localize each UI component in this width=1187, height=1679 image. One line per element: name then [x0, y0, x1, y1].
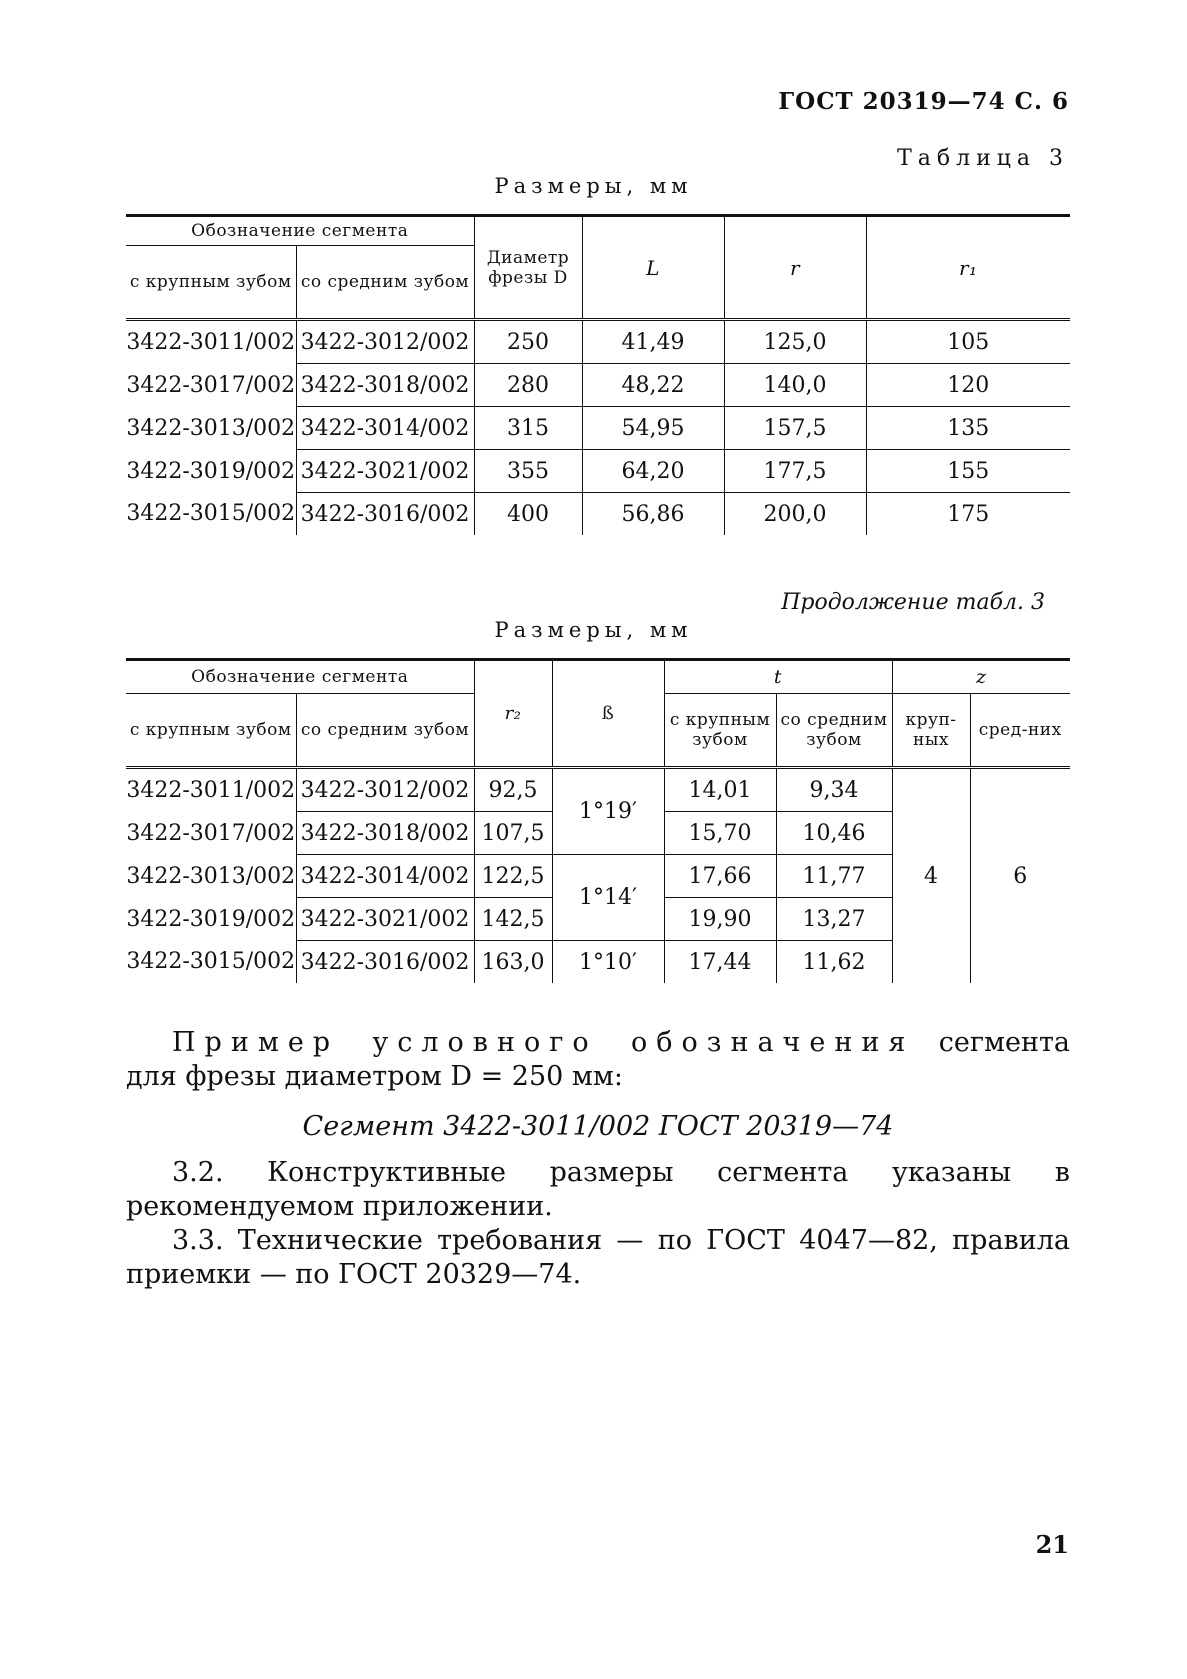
header-designation: Обозначение сегмента — [126, 216, 474, 246]
cell-L: 48,22 — [582, 364, 724, 407]
cell-r: 157,5 — [724, 407, 866, 450]
page-number: 21 — [1035, 1530, 1069, 1559]
cell-r: 177,5 — [724, 450, 866, 493]
cell-medium-tooth: 3422-3016/002 — [296, 493, 474, 536]
cell-medium-tooth: 3422-3018/002 — [296, 364, 474, 407]
header-t: t — [664, 660, 892, 694]
table-row — [126, 493, 1070, 536]
header-t-large: с крупным зубом — [664, 694, 776, 768]
header-z: z — [892, 660, 1070, 694]
cell-large-tooth: 3422-3019/002 — [126, 898, 296, 941]
header-r1: r₁ — [866, 216, 1070, 320]
header-z-large: круп-ных — [892, 694, 970, 768]
cell-t-medium: 11,62 — [776, 941, 892, 984]
header-t-medium: со средним зубом — [776, 694, 892, 768]
cell-r2: 163,0 — [474, 941, 552, 984]
header-z-medium: сред-них — [970, 694, 1070, 768]
cell-r1: 155 — [866, 450, 1070, 493]
cell-t-large: 17,44 — [664, 941, 776, 984]
cell-diameter: 315 — [474, 407, 582, 450]
cell-r2: 122,5 — [474, 855, 552, 898]
header-r2: r₂ — [474, 660, 552, 768]
cell-diameter: 355 — [474, 450, 582, 493]
table-units: Размеры, мм — [494, 618, 693, 642]
cell-t-medium: 11,77 — [776, 855, 892, 898]
example-paragraph — [126, 1026, 1070, 1094]
example-rest: сегмента для фрезы диаметром D = 250 мм: — [126, 1027, 1070, 1092]
cell-r2: 142,5 — [474, 898, 552, 941]
cell-r1: 120 — [866, 364, 1070, 407]
header-medium-tooth: со средним зубом — [296, 694, 474, 768]
cell-t-medium: 10,46 — [776, 812, 892, 855]
body-text — [126, 1026, 1070, 1292]
cell-r: 140,0 — [724, 364, 866, 407]
cell-medium-tooth: 3422-3012/002 — [296, 320, 474, 364]
cell-z-large: 4 — [892, 768, 970, 984]
table-row — [126, 450, 1070, 493]
cell-r2: 92,5 — [474, 768, 552, 812]
table-row — [126, 407, 1070, 450]
cell-medium-tooth: 3422-3014/002 — [296, 407, 474, 450]
header-L: L — [582, 216, 724, 320]
cell-medium-tooth: 3422-3018/002 — [296, 812, 474, 855]
table-label: Таблица 3 — [897, 146, 1069, 171]
cell-diameter: 280 — [474, 364, 582, 407]
cell-large-tooth: 3422-3019/002 — [126, 450, 296, 493]
cell-t-medium: 9,34 — [776, 768, 892, 812]
cell-r1: 175 — [947, 501, 990, 527]
header-diameter: Диаметр фрезы D — [474, 216, 582, 320]
cell-diameter: 400 — [474, 493, 582, 536]
header-beta: ß — [552, 660, 664, 768]
cell-large-tooth: 3422-3015/002 — [126, 493, 296, 536]
cell-L: 64,20 — [582, 450, 724, 493]
cell-large-tooth: 3422-3011/002 — [126, 768, 296, 812]
cell-beta: 1°10′ — [552, 941, 664, 984]
example-lead: Пример условного обозначения — [172, 1027, 915, 1058]
table-row — [126, 320, 1070, 364]
dimensions-table — [126, 214, 1070, 535]
table-row — [126, 364, 1070, 407]
header-r: r — [724, 216, 866, 320]
table-units: Размеры, мм — [494, 174, 693, 198]
table-row — [126, 768, 1070, 812]
header-large-tooth: с крупным зубом — [126, 246, 296, 320]
cell-large-tooth: 3422-3013/002 — [126, 407, 296, 450]
cell-medium-tooth: 3422-3014/002 — [296, 855, 474, 898]
example-designation: Сегмент 3422-3011/002 ГОСТ 20319—74 — [302, 1111, 894, 1142]
cell-r1: 105 — [866, 320, 1070, 364]
cell-z-medium: 6 — [1013, 863, 1028, 889]
paragraph-3-3: 3.3. Технические требования — по ГОСТ 4047—82, правила приемки — по ГОСТ 20329—74. — [126, 1225, 1070, 1290]
cell-beta: 1°14′ — [552, 855, 664, 941]
cell-large-tooth: 3422-3011/002 — [126, 320, 296, 364]
cell-r: 125,0 — [724, 320, 866, 364]
cell-L: 56,86 — [582, 493, 724, 536]
cell-t-medium: 13,27 — [776, 898, 892, 941]
cell-medium-tooth: 3422-3021/002 — [296, 898, 474, 941]
cell-t-large: 15,70 — [664, 812, 776, 855]
cell-medium-tooth: 3422-3016/002 — [296, 941, 474, 984]
cell-L: 54,95 — [582, 407, 724, 450]
dimensions-table-continued — [126, 658, 1070, 983]
cell-r1: 135 — [866, 407, 1070, 450]
cell-t-large: 14,01 — [664, 768, 776, 812]
cell-large-tooth: 3422-3017/002 — [126, 812, 296, 855]
cell-diameter: 250 — [474, 320, 582, 364]
cell-L: 41,49 — [582, 320, 724, 364]
cell-large-tooth: 3422-3017/002 — [126, 364, 296, 407]
header-large-tooth: с крупным зубом — [126, 694, 296, 768]
header-designation: Обозначение сегмента — [126, 660, 474, 694]
running-title: ГОСТ 20319—74 С. 6 — [778, 88, 1069, 115]
cell-medium-tooth: 3422-3012/002 — [296, 768, 474, 812]
paragraph-3-2: 3.2. Конструктивные размеры сегмента указаны в рекомендуемом приложении. — [126, 1157, 1070, 1222]
cell-large-tooth: 3422-3015/002 — [126, 941, 296, 984]
cell-medium-tooth: 3422-3021/002 — [296, 450, 474, 493]
cell-t-large: 19,90 — [664, 898, 776, 941]
cell-large-tooth: 3422-3013/002 — [126, 855, 296, 898]
cell-r2: 107,5 — [474, 812, 552, 855]
cell-beta: 1°19′ — [552, 768, 664, 855]
cell-t-large: 17,66 — [664, 855, 776, 898]
table-continuation-label: Продолжение табл. 3 — [781, 590, 1045, 615]
cell-r: 200,0 — [724, 493, 866, 536]
header-medium-tooth: со средним зубом — [296, 246, 474, 320]
